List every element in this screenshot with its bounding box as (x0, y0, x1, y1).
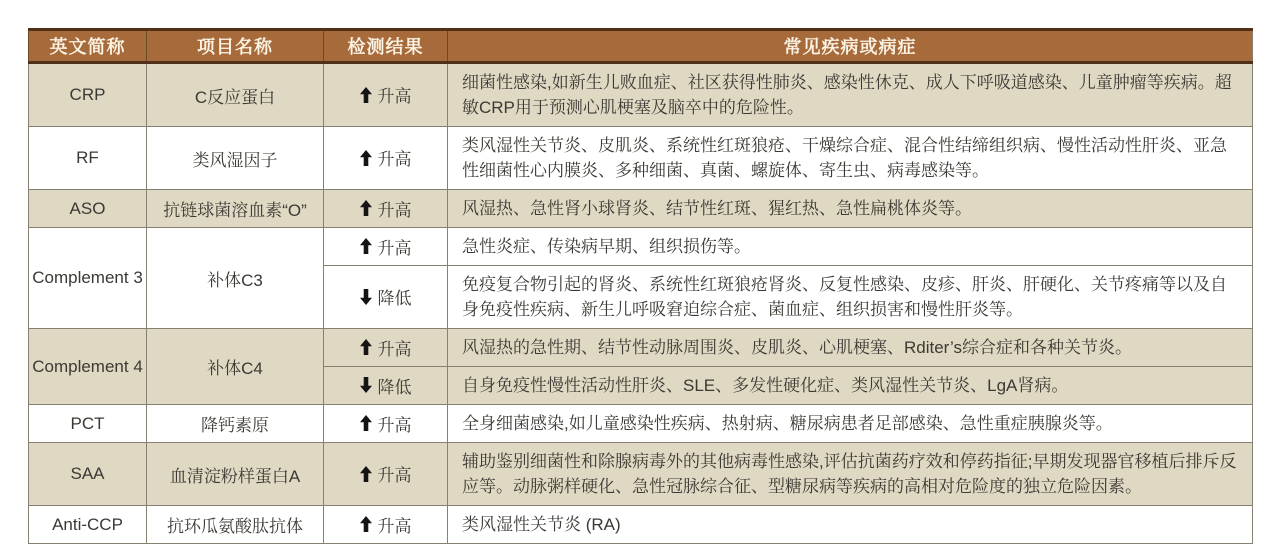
result-cell (324, 443, 448, 506)
result-label: 升高 (377, 150, 412, 170)
diseases-cell: 风湿热、急性肾小球肾炎、结节性红斑、猩红热、急性扁桃体炎等。 (448, 190, 1253, 228)
up-arrow-icon (360, 238, 372, 254)
result-cell (324, 190, 448, 228)
table-row-pct (29, 405, 1253, 443)
header-result: 检测结果 (324, 30, 448, 63)
abbr-cell: RF (29, 127, 147, 190)
up-arrow-icon (360, 516, 372, 532)
header-row (29, 30, 1253, 63)
lab-test-reference-table (28, 28, 1253, 544)
name-cell: 降钙素原 (147, 405, 324, 443)
diseases-cell: 全身细菌感染,如儿童感染性疾病、热射病、糖尿病患者足部感染、急性重症胰腺炎等。 (448, 405, 1253, 443)
result-label: 降低 (377, 377, 412, 397)
abbr-cell: SAA (29, 443, 147, 506)
table-row-rf (29, 127, 1253, 190)
table-row-aso (29, 190, 1253, 228)
result-cell (324, 127, 448, 190)
abbr-cell: PCT (29, 405, 147, 443)
name-cell: 抗链球菌溶血素“O” (147, 190, 324, 228)
table-row-crp (29, 63, 1253, 127)
up-arrow-icon (360, 87, 372, 103)
result-label: 升高 (377, 466, 412, 486)
abbr-cell: Complement 4 (29, 329, 147, 405)
result-label: 升高 (377, 238, 412, 258)
table-row-complement4-up (29, 329, 1253, 367)
result-cell (324, 329, 448, 367)
diseases-cell: 类风湿性关节炎 (RA) (448, 506, 1253, 544)
result-cell (324, 506, 448, 544)
result-label: 升高 (377, 87, 412, 107)
table-row-anti-ccp (29, 506, 1253, 544)
down-arrow-icon (360, 289, 372, 305)
test-results-table (28, 28, 1253, 544)
up-arrow-icon (360, 415, 372, 431)
up-arrow-icon (360, 150, 372, 166)
abbr-cell: CRP (29, 63, 147, 127)
name-cell: 血清淀粉样蛋白A (147, 443, 324, 506)
diseases-cell: 急性炎症、传染病早期、组织损伤等。 (448, 228, 1253, 266)
result-label: 升高 (377, 415, 412, 435)
name-cell: C反应蛋白 (147, 63, 324, 127)
result-label: 升高 (377, 200, 412, 220)
header-diseases: 常见疾病或病症 (448, 30, 1253, 63)
diseases-cell: 类风湿性关节炎、皮肌炎、系统性红斑狼疮、干燥综合症、混合性结缔组织病、慢性活动性肝炎、亚急性细菌性心内膜炎、多种细菌、真菌、螺旋体、寄生虫、病毒感染等。 (448, 127, 1253, 190)
table-row-complement3-up (29, 228, 1253, 266)
diseases-cell: 细菌性感染,如新生儿败血症、社区获得性肺炎、感染性休克、成人下呼吸道感染、儿童肿瘤等疾病。超敏CRP用于预测心肌梗塞及脑卒中的危险性。 (448, 63, 1253, 127)
up-arrow-icon (360, 466, 372, 482)
diseases-cell: 辅助鉴别细菌性和除腺病毒外的其他病毒性感染,评估抗菌药疗效和停药指征;早期发现器官移植后排斥反应等。动脉粥样硬化、急性冠脉综合征、型糖尿病等疾病的高相对危险度的独立危险因素。 (448, 443, 1253, 506)
table-row-saa (29, 443, 1253, 506)
name-cell: 抗环瓜氨酸肽抗体 (147, 506, 324, 544)
name-cell: 补体C3 (147, 228, 324, 329)
abbr-cell: ASO (29, 190, 147, 228)
header-abbr: 英文简称 (29, 30, 147, 63)
result-label: 升高 (377, 339, 412, 359)
result-cell (324, 228, 448, 266)
name-cell: 类风湿因子 (147, 127, 324, 190)
diseases-cell: 风湿热的急性期、结节性动脉周围炎、皮肌炎、心肌梗塞、Rditer’s综合症和各种关节炎。 (448, 329, 1253, 367)
up-arrow-icon (360, 339, 372, 355)
abbr-cell: Anti-CCP (29, 506, 147, 544)
diseases-cell: 自身免疫性慢性活动性肝炎、SLE、多发性硬化症、类风湿性关节炎、LgA肾病。 (448, 367, 1253, 405)
abbr-cell: Complement 3 (29, 228, 147, 329)
result-cell (324, 405, 448, 443)
result-label: 降低 (377, 289, 412, 309)
result-label: 升高 (377, 516, 412, 536)
result-cell (324, 63, 448, 127)
diseases-cell: 免疫复合物引起的肾炎、系统性红斑狼疮肾炎、反复性感染、皮疹、肝炎、肝硬化、关节疼痛等以及自身免疫性疾病、新生儿呼吸窘迫综合症、菌血症、组织损害和慢性肝炎等。 (448, 266, 1253, 329)
header-name: 项目名称 (147, 30, 324, 63)
down-arrow-icon (360, 377, 372, 393)
result-cell (324, 266, 448, 329)
up-arrow-icon (360, 200, 372, 216)
name-cell: 补体C4 (147, 329, 324, 405)
result-cell (324, 367, 448, 405)
